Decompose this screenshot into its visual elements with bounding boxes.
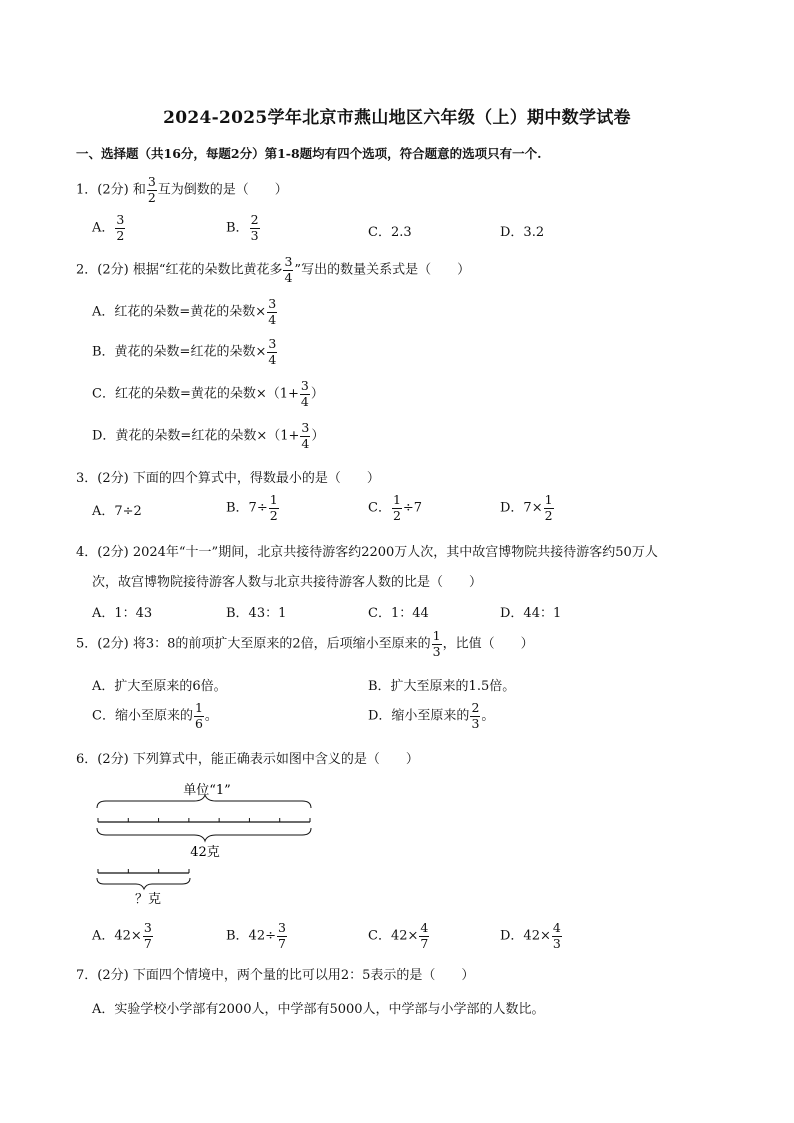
question-6: 6．(2分) 下列算式中，能正确表示如图中含义的是（ ） xyxy=(76,752,419,767)
bar-diagram xyxy=(92,778,332,908)
q2-option-c: C．红花的朵数=黄花的朵数×（1+ $\frac{3}{4}$ ） xyxy=(92,378,324,409)
question-2: 2．(2分) 根据“红花的朵数比黄花多 $\frac{3}{4}$ ”写出的数量关系式是（ ） xyxy=(76,254,471,285)
q4-option-b: B．43：1 xyxy=(226,606,287,621)
bar-diagram-svg xyxy=(92,778,332,908)
question-4-line-1: 4．(2分) 2024年“十一”期间，北京共接待游客约2200万人次，其中故宫博物院共接待游客约50万人 xyxy=(76,545,658,560)
page-title: 2024-2025学年北京市燕山地区六年级（上）期中数学试卷 xyxy=(163,108,631,128)
q1-option-b: B． $\frac{2}{3}$ xyxy=(226,212,259,243)
q5-option-a: A．扩大至原来的6倍。 xyxy=(92,679,227,694)
q1-option-d: D．3.2 xyxy=(500,225,545,240)
q3-option-c: C． $\frac{1}{2}$ ÷7 xyxy=(368,492,423,523)
q2-option-a: A．红花的朵数=黄花的朵数× $\frac{3}{4}$ xyxy=(92,296,277,327)
question-1: 1．(2分) 和 $\frac{3}{2}$ 互为倒数的是（ ） xyxy=(76,174,288,205)
q6-option-c: C．42× $\frac{4}{7}$ xyxy=(368,920,429,951)
part-brace xyxy=(97,878,190,889)
question-3: 3．(2分) 下面的四个算式中，得数最小的是（ ） xyxy=(76,471,380,486)
q2-option-d: D．黄花的朵数=红花的朵数×（1+ $\frac{3}{4}$ ） xyxy=(92,420,325,451)
q4-option-c: C．1：44 xyxy=(368,606,429,621)
question-7: 7．(2分) 下面四个情境中，两个量的比可以用2：5表示的是（ ） xyxy=(76,968,475,983)
q7-option-a: A．实验学校小学部有2000人，中学部有5000人，中学部与小学部的人数比。 xyxy=(92,1002,545,1017)
q1-option-a: A． $\frac{3}{2}$ xyxy=(92,212,125,243)
q3-option-a: A．7÷2 xyxy=(92,504,142,519)
total-brace xyxy=(97,828,311,841)
section-header: 一、选择题（共16分，每题2分）第1-8题均有四个选项，符合题意的选项只有一个. xyxy=(76,146,542,161)
q1-option-c: C．2.3 xyxy=(368,225,412,240)
total-label: 42克 xyxy=(190,845,220,860)
q5-option-d: D．缩小至原来的 $\frac{2}{3}$ 。 xyxy=(368,700,495,731)
q5-option-b: B．扩大至原来的1.5倍。 xyxy=(368,679,516,694)
q3-option-d: D．7× $\frac{1}{2}$ xyxy=(500,492,553,523)
fraction: $\frac{3}{2}$ xyxy=(147,174,156,205)
q3-option-b: B．7÷ $\frac{1}{2}$ xyxy=(226,492,278,523)
q4-option-a: A．1：43 xyxy=(92,606,153,621)
question-5: 5．(2分) 将3：8的前项扩大至原来的2倍，后项缩小至原来的 $\frac{1}{3}$ ，比值（ ） xyxy=(76,628,534,659)
q6-option-b: B．42÷ $\frac{3}{7}$ xyxy=(226,920,286,951)
q5-option-c: C．缩小至原来的 $\frac{1}{6}$ 。 xyxy=(92,700,218,731)
q6-option-a: A．42× $\frac{3}{7}$ xyxy=(92,920,152,951)
part-label: ？克 xyxy=(134,892,162,907)
unit-label: 单位“1” xyxy=(183,783,231,798)
question-4-line-2: 次，故宫博物院接待游客人数与北京共接待游客人数的比是（ ） xyxy=(92,575,483,590)
q4-option-d: D．44：1 xyxy=(500,606,562,621)
q6-option-d: D．42× $\frac{4}{3}$ xyxy=(500,920,561,951)
unit-brace xyxy=(97,795,311,808)
q2-option-b: B．黄花的朵数=红花的朵数× $\frac{3}{4}$ xyxy=(92,336,277,367)
